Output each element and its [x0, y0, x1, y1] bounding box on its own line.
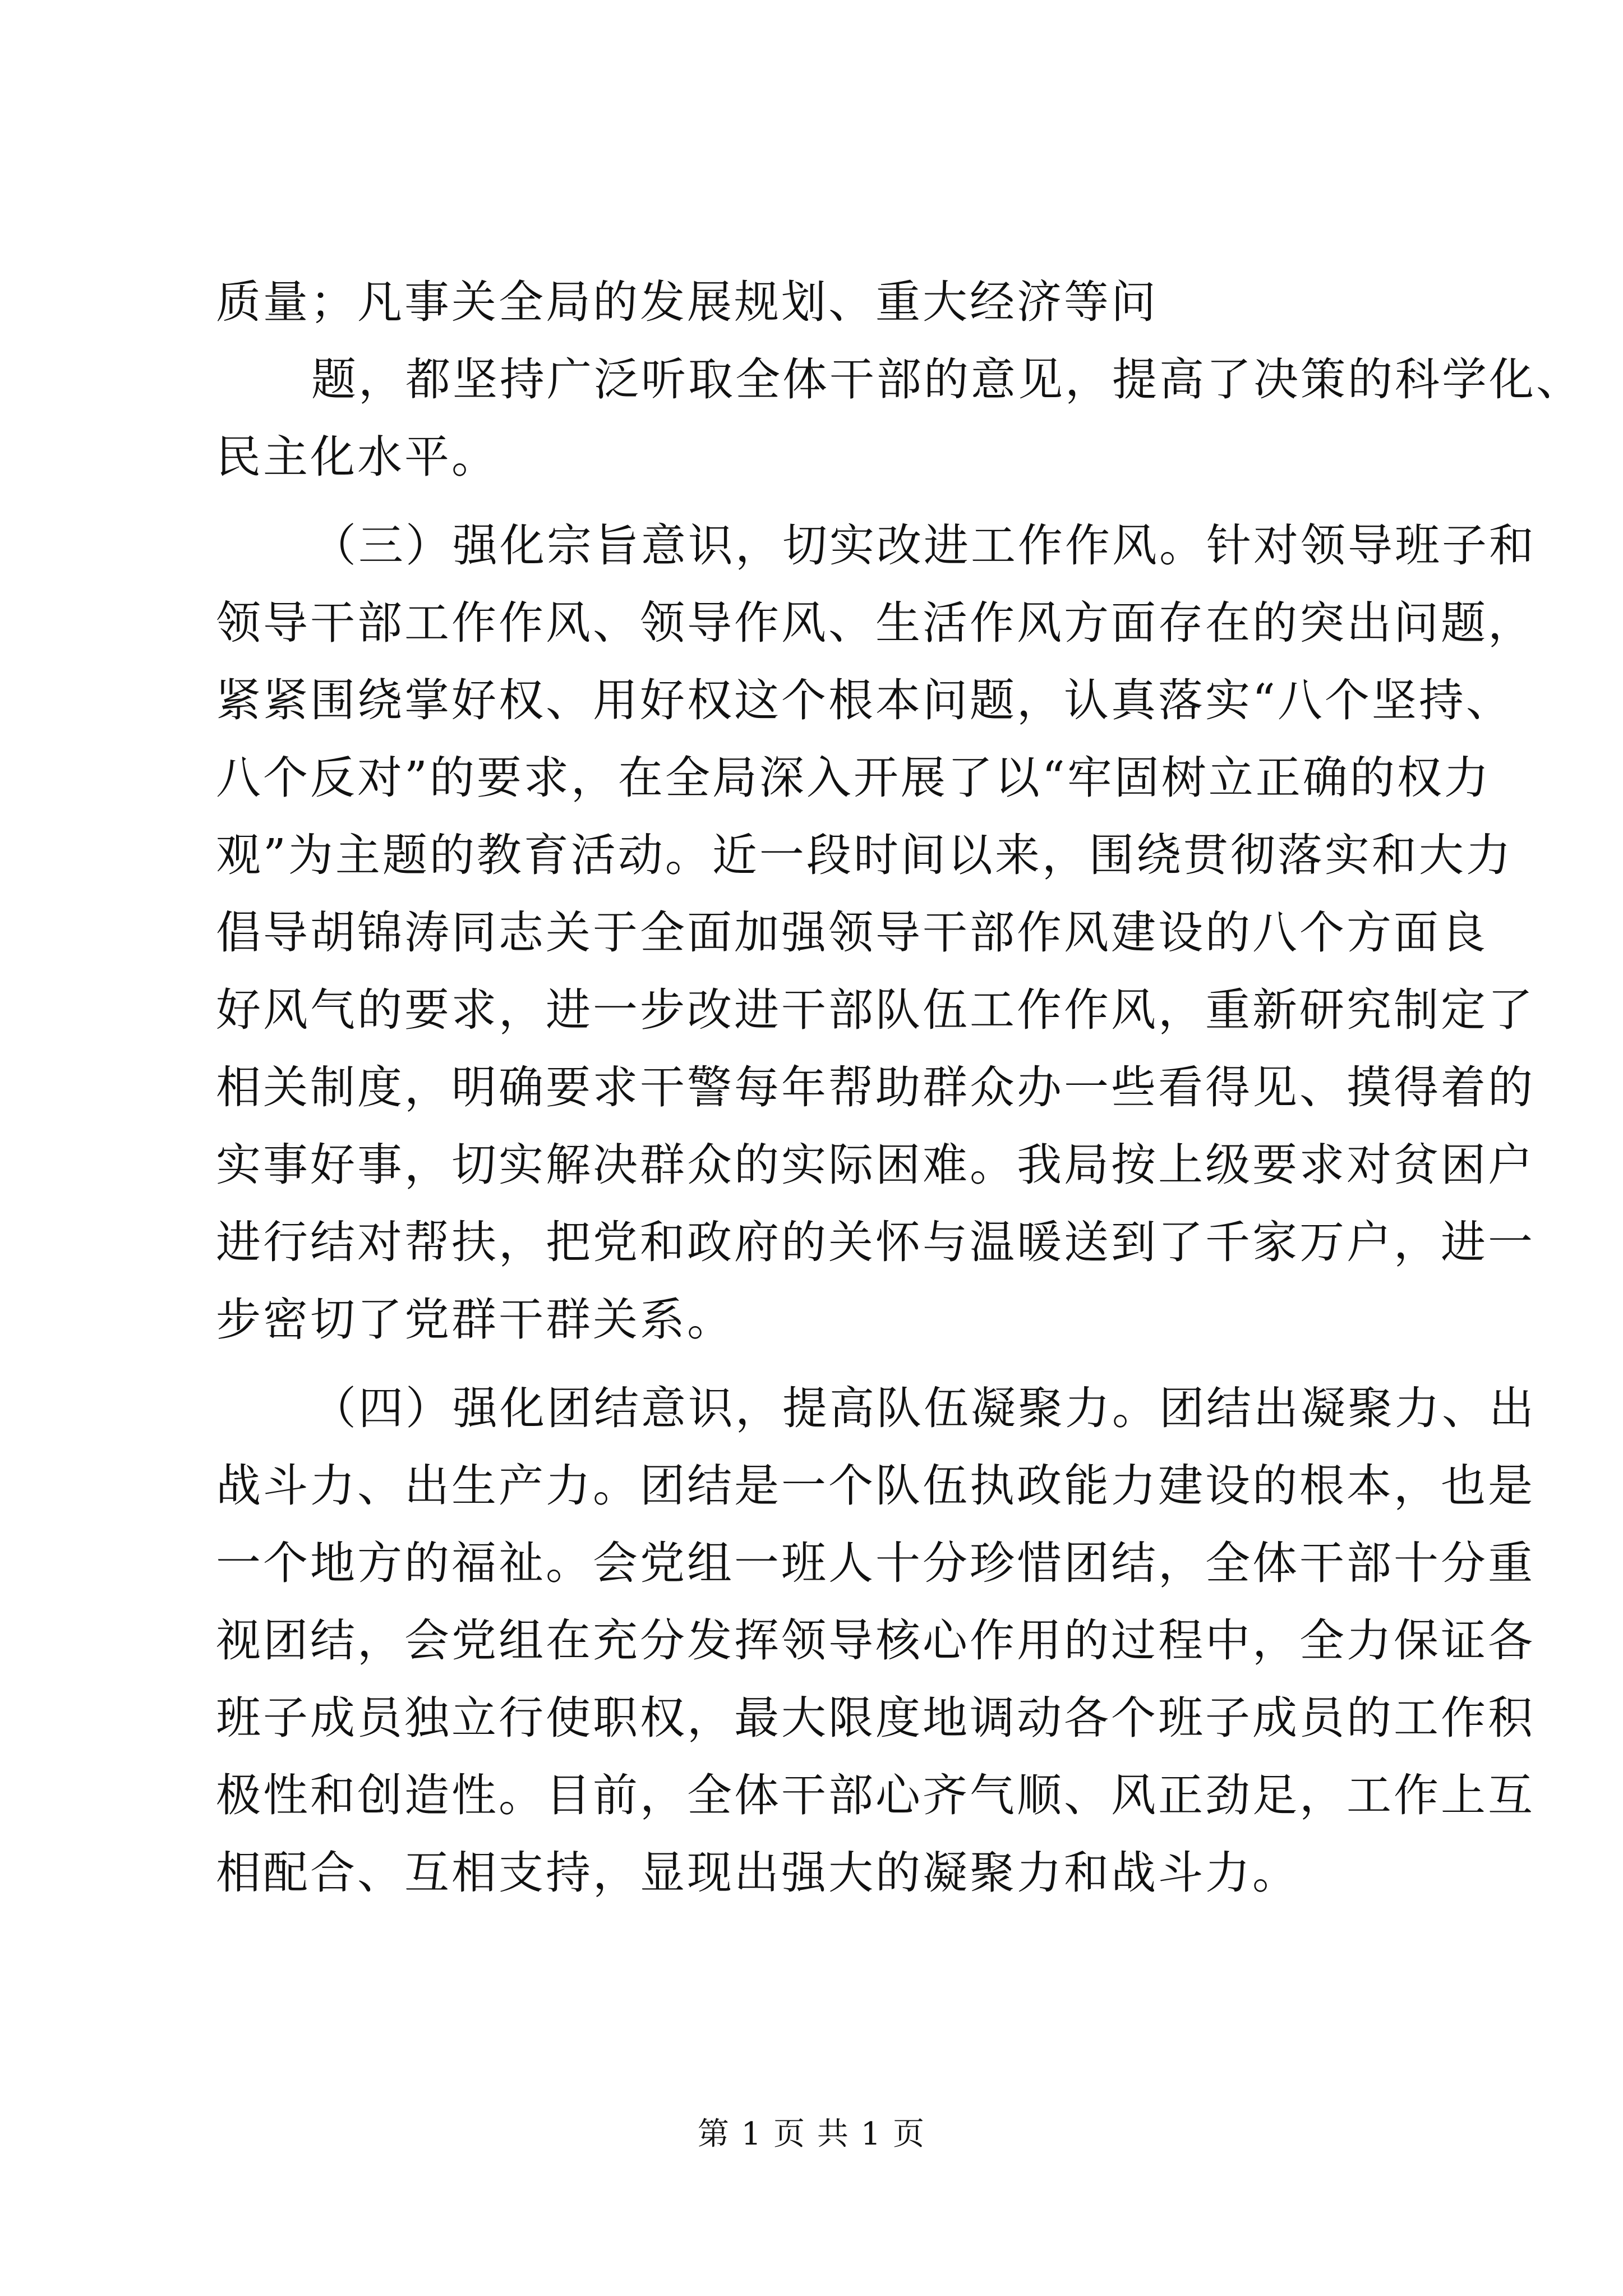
paragraph-heading-3: （三）强化宗旨意识，切实改进工作作风。针对领导班子和 — [311, 519, 1536, 572]
page-number-footer: 第 1 页 共 1 页 — [697, 2116, 926, 2152]
text-line: 民主化水平。 — [216, 431, 499, 483]
text-line: 题，都坚持广泛听取全体干部的意见，提高了决策的科学化、 — [311, 353, 1583, 406]
text-line: 领导干部工作作风、领导作风、生活作风方面存在的突出问题， — [216, 597, 1535, 649]
text-line: 倡导胡锦涛同志关于全面加强领导干部作风建设的八个方面良 — [216, 907, 1488, 959]
text-line: 八个反对”的要求，在全局深入开展了以“牢固树立正确的权力 — [216, 752, 1491, 804]
text-line: 紧紧围绕掌好权、用好权这个根本问题，认真落实“八个坚持、 — [216, 674, 1513, 726]
text-line: 极性和创造性。目前，全体干部心齐气顺、风正劲足，工作上互 — [216, 1769, 1535, 1821]
document-body — [216, 264, 1583, 1912]
text-line: 好风气的要求，进一步改进干部队伍工作作风，重新研究制定了 — [216, 984, 1535, 1036]
text-line: 班子成员独立行使职权，最大限度地调动各个班子成员的工作积 — [216, 1692, 1535, 1744]
text-line: 相关制度，明确要求干警每年帮助群众办一些看得见、摸得着的 — [216, 1061, 1535, 1114]
paragraph-heading-4: （四）强化团结意识，提高队伍凝聚力。团结出凝聚力、出 — [311, 1382, 1536, 1434]
text-line: 质量；凡事关全局的发展规划、重大经济等问 — [216, 276, 1158, 328]
text-line: 进行结对帮扶，把党和政府的关怀与温暖送到了千家万户，进一 — [216, 1216, 1535, 1268]
text-line: 视团结，会党组在充分发挥领导核心作用的过程中，全力保证各 — [216, 1614, 1535, 1667]
text-line: 步密切了党群干群关系。 — [216, 1294, 734, 1346]
text-line: 实事好事，切实解决群众的实际困难。我局按上级要求对贫困户 — [216, 1139, 1535, 1191]
text-line: 一个地方的福祉。会党组一班人十分珍惜团结，全体干部十分重 — [216, 1537, 1535, 1589]
text-line: 观”为主题的教育活动。近一段时间以来，围绕贯彻落实和大力 — [216, 829, 1513, 881]
text-line: 战斗力、出生产力。团结是一个队伍执政能力建设的根本，也是 — [216, 1460, 1535, 1512]
text-line: 相配合、互相支持，显现出强大的凝聚力和战斗力。 — [216, 1847, 1299, 1899]
